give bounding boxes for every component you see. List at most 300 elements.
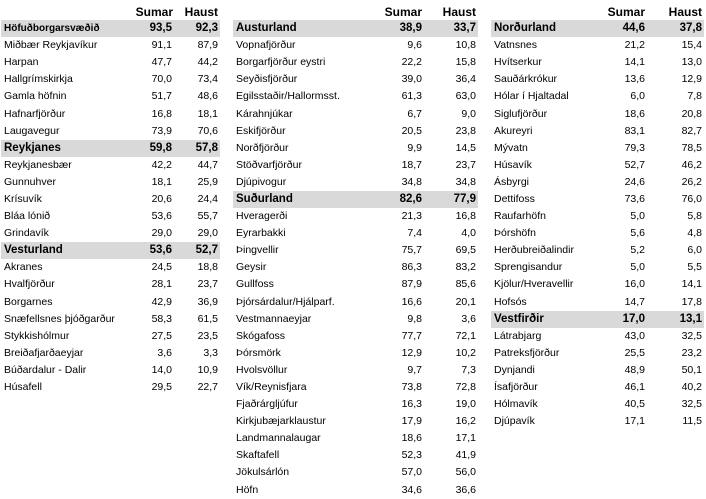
haust-value: 41,9 bbox=[455, 449, 476, 462]
haust-value: 77,9 bbox=[424, 191, 478, 208]
column-header-row bbox=[233, 3, 478, 20]
region-row bbox=[491, 20, 704, 37]
table-row bbox=[491, 71, 704, 88]
haust-value: 36,9 bbox=[197, 295, 218, 308]
haust-value: 37,8 bbox=[647, 20, 704, 37]
table-row bbox=[491, 208, 704, 225]
location-name: Eyrarbakki bbox=[236, 227, 286, 240]
haust-value: 63,0 bbox=[455, 90, 476, 103]
location-name: Austurland bbox=[233, 20, 371, 37]
table-row bbox=[1, 259, 220, 276]
location-name: Skógafoss bbox=[236, 329, 286, 342]
table-row bbox=[233, 447, 478, 464]
haust-value: 26,2 bbox=[681, 175, 702, 188]
column-header-row bbox=[1, 3, 220, 20]
haust-value: 70,6 bbox=[197, 124, 218, 137]
haust-value: 32,5 bbox=[681, 398, 702, 411]
table-row bbox=[491, 174, 704, 191]
haust-value: 23,7 bbox=[197, 278, 218, 291]
table-row bbox=[491, 276, 704, 293]
location-name: Herðubreiðalindir bbox=[494, 244, 574, 257]
location-name: Þórsmörk bbox=[236, 346, 281, 359]
haust-value: 16,8 bbox=[455, 210, 476, 223]
sumar-value: 25,5 bbox=[624, 346, 645, 359]
haust-value: 3,6 bbox=[461, 312, 476, 325]
sumar-value: 9,6 bbox=[407, 39, 422, 52]
haust-value: 14,5 bbox=[455, 141, 476, 154]
sumar-value: 22,2 bbox=[401, 56, 422, 69]
location-name: Vestfirðir bbox=[491, 311, 597, 328]
haust-value: 44,7 bbox=[197, 158, 218, 171]
table-row bbox=[233, 140, 478, 157]
haust-value: 33,7 bbox=[424, 20, 478, 37]
sumar-value: 79,3 bbox=[624, 141, 645, 154]
table-row bbox=[491, 294, 704, 311]
region-row bbox=[1, 140, 220, 157]
haust-value: 87,9 bbox=[197, 39, 218, 52]
location-name: Dettifoss bbox=[494, 192, 535, 205]
location-name: Dynjandi bbox=[494, 363, 535, 376]
sumar-value: 48,9 bbox=[624, 363, 645, 376]
table-row bbox=[491, 54, 704, 71]
sumar-value: 57,0 bbox=[401, 466, 422, 479]
haust-value: 23,7 bbox=[455, 158, 476, 171]
location-name: Vesturland bbox=[1, 242, 130, 259]
sumar-value: 29,0 bbox=[151, 227, 172, 240]
table-row bbox=[491, 225, 704, 242]
location-name: Þórshöfn bbox=[494, 227, 537, 240]
sumar-value: 21,3 bbox=[401, 210, 422, 223]
location-name: Gullfoss bbox=[236, 278, 274, 291]
location-name: Kjölur/Hveravellir bbox=[494, 278, 574, 291]
location-name: Þjórsárdalur/Hjálparf. bbox=[236, 295, 335, 308]
haust-value: 57,8 bbox=[174, 140, 220, 157]
haust-value: 85,6 bbox=[455, 278, 476, 291]
region-row bbox=[1, 242, 220, 259]
region-row bbox=[233, 20, 478, 37]
table-row bbox=[491, 191, 704, 208]
sumar-value: 73,8 bbox=[401, 381, 422, 394]
table-row bbox=[233, 482, 478, 499]
haust-value: 18,1 bbox=[197, 107, 218, 120]
sumar-value: 34,6 bbox=[401, 483, 422, 496]
haust-value: 61,5 bbox=[197, 312, 218, 325]
table-row bbox=[233, 225, 478, 242]
sumar-value: 61,3 bbox=[401, 90, 422, 103]
haust-value: 76,0 bbox=[681, 192, 702, 205]
table-row bbox=[491, 88, 704, 105]
table-row bbox=[233, 379, 478, 396]
header-sumar: Sumar bbox=[135, 5, 173, 19]
table-row bbox=[1, 71, 220, 88]
table-row bbox=[491, 379, 704, 396]
sumar-value: 16,3 bbox=[401, 398, 422, 411]
sumar-value: 16,0 bbox=[624, 278, 645, 291]
location-name: Bláa lónið bbox=[4, 210, 51, 223]
sumar-value: 28,1 bbox=[151, 278, 172, 291]
haust-value: 17,1 bbox=[455, 432, 476, 445]
sumar-value: 5,2 bbox=[630, 244, 645, 257]
table-row bbox=[491, 259, 704, 276]
table-row bbox=[1, 379, 220, 396]
haust-value: 22,7 bbox=[197, 381, 218, 394]
haust-value: 5,8 bbox=[687, 210, 702, 223]
table-row bbox=[1, 54, 220, 71]
location-name: Stöðvarfjörður bbox=[236, 158, 302, 171]
sumar-value: 47,7 bbox=[151, 56, 172, 69]
haust-value: 34,8 bbox=[455, 175, 476, 188]
location-name: Reykjanes bbox=[1, 140, 130, 157]
sumar-value: 86,3 bbox=[401, 261, 422, 274]
sumar-value: 83,1 bbox=[624, 124, 645, 137]
location-name: Siglufjörður bbox=[494, 107, 548, 120]
location-name: Húsavík bbox=[494, 158, 532, 171]
header-sumar: Sumar bbox=[384, 5, 422, 19]
table-row bbox=[233, 464, 478, 481]
sumar-value: 29,5 bbox=[151, 381, 172, 394]
sumar-value: 93,5 bbox=[130, 20, 174, 37]
haust-value: 18,8 bbox=[197, 261, 218, 274]
table-row bbox=[233, 311, 478, 328]
haust-value: 82,7 bbox=[681, 124, 702, 137]
sumar-value: 87,9 bbox=[401, 278, 422, 291]
haust-value: 3,3 bbox=[203, 346, 218, 359]
haust-value: 40,2 bbox=[681, 381, 702, 394]
haust-value: 36,6 bbox=[455, 483, 476, 496]
table-row bbox=[233, 88, 478, 105]
haust-value: 15,4 bbox=[681, 39, 702, 52]
region-row bbox=[233, 191, 478, 208]
table-row bbox=[1, 276, 220, 293]
sumar-value: 17,9 bbox=[401, 415, 422, 428]
haust-value: 14,1 bbox=[681, 278, 702, 291]
location-name: Miðbær Reykjavíkur bbox=[4, 39, 98, 52]
haust-value: 10,9 bbox=[197, 363, 218, 376]
table-row bbox=[233, 345, 478, 362]
data-table bbox=[1, 20, 220, 396]
sumar-value: 91,1 bbox=[151, 39, 172, 52]
sumar-value: 9,9 bbox=[407, 141, 422, 154]
haust-value: 72,8 bbox=[455, 381, 476, 394]
sumar-value: 53,6 bbox=[151, 210, 172, 223]
region-row bbox=[1, 20, 220, 37]
haust-value: 5,5 bbox=[687, 261, 702, 274]
sumar-value: 27,5 bbox=[151, 329, 172, 342]
table-row bbox=[233, 362, 478, 379]
location-name: Laugavegur bbox=[4, 124, 60, 137]
sumar-value: 18,7 bbox=[401, 158, 422, 171]
location-name: Hvalfjörður bbox=[4, 278, 55, 291]
table-row bbox=[491, 328, 704, 345]
sumar-value: 52,3 bbox=[401, 449, 422, 462]
sumar-value: 58,3 bbox=[151, 312, 172, 325]
sumar-value: 14,0 bbox=[151, 363, 172, 376]
haust-value: 46,2 bbox=[681, 158, 702, 171]
location-name: Vík/Reynisfjara bbox=[236, 381, 307, 394]
sumar-value: 5,6 bbox=[630, 227, 645, 240]
table-row bbox=[491, 157, 704, 174]
location-name: Hvolsvöllur bbox=[236, 363, 288, 376]
sumar-value: 24,5 bbox=[151, 261, 172, 274]
location-name: Ásbyrgi bbox=[494, 175, 530, 188]
table-row bbox=[491, 362, 704, 379]
location-name: Sauðárkrókur bbox=[494, 73, 558, 86]
table-row bbox=[233, 396, 478, 413]
haust-value: 23,2 bbox=[681, 346, 702, 359]
location-name: Hveragerði bbox=[236, 210, 288, 223]
sumar-value: 18,6 bbox=[624, 107, 645, 120]
haust-value: 16,2 bbox=[455, 415, 476, 428]
table-row bbox=[1, 311, 220, 328]
table-row bbox=[491, 37, 704, 54]
sumar-value: 34,8 bbox=[401, 175, 422, 188]
table-row bbox=[233, 37, 478, 54]
sumar-value: 6,0 bbox=[630, 90, 645, 103]
sumar-value: 75,7 bbox=[401, 244, 422, 257]
location-name: Borgarfjörður eystri bbox=[236, 56, 326, 69]
header-haust: Haust bbox=[442, 5, 476, 19]
haust-value: 7,3 bbox=[461, 363, 476, 376]
haust-value: 20,1 bbox=[455, 295, 476, 308]
haust-value: 25,9 bbox=[197, 175, 218, 188]
table-row bbox=[491, 242, 704, 259]
region-row bbox=[491, 311, 704, 328]
haust-value: 32,5 bbox=[681, 329, 702, 342]
sumar-value: 12,9 bbox=[401, 346, 422, 359]
header-sumar: Sumar bbox=[607, 5, 645, 19]
location-name: Reykjanesbær bbox=[4, 158, 72, 171]
sumar-value: 14,7 bbox=[624, 295, 645, 308]
table-row bbox=[491, 345, 704, 362]
location-name: Gunnuhver bbox=[4, 175, 56, 188]
sumar-value: 18,1 bbox=[151, 175, 172, 188]
location-name: Hvítserkur bbox=[494, 56, 542, 69]
location-name: Hofsós bbox=[494, 295, 527, 308]
table-row bbox=[1, 328, 220, 345]
location-name: Landmannalaugar bbox=[236, 432, 321, 445]
haust-value: 9,0 bbox=[461, 107, 476, 120]
table-row bbox=[1, 294, 220, 311]
location-name: Vopnafjörður bbox=[236, 39, 296, 52]
location-name: Gamla höfnin bbox=[4, 90, 67, 103]
haust-value: 55,7 bbox=[197, 210, 218, 223]
table-row bbox=[491, 123, 704, 140]
data-table bbox=[491, 20, 704, 430]
sumar-value: 53,6 bbox=[130, 242, 174, 259]
sumar-value: 40,5 bbox=[624, 398, 645, 411]
sumar-value: 7,4 bbox=[407, 227, 422, 240]
location-name: Látrabjarg bbox=[494, 329, 542, 342]
sumar-value: 16,6 bbox=[401, 295, 422, 308]
table-row bbox=[233, 328, 478, 345]
haust-value: 36,4 bbox=[455, 73, 476, 86]
sumar-value: 5,0 bbox=[630, 210, 645, 223]
sumar-value: 82,6 bbox=[371, 191, 424, 208]
sumar-value: 77,7 bbox=[401, 329, 422, 342]
table-row bbox=[233, 242, 478, 259]
location-name: Vestmannaeyjar bbox=[236, 312, 312, 325]
location-name: Höfuðborgarsvæðið bbox=[1, 20, 130, 37]
location-name: Krísuvík bbox=[4, 192, 42, 205]
table-row bbox=[1, 157, 220, 174]
location-name: Sprengisandur bbox=[494, 261, 563, 274]
location-name: Norðurland bbox=[491, 20, 597, 37]
location-name: Vatnsnes bbox=[494, 39, 537, 52]
sumar-value: 44,6 bbox=[597, 20, 647, 37]
table-row bbox=[233, 105, 478, 122]
location-name: Borgarnes bbox=[4, 295, 53, 308]
location-name: Patreksfjörður bbox=[494, 346, 560, 359]
haust-value: 7,8 bbox=[687, 90, 702, 103]
haust-value: 56,0 bbox=[455, 466, 476, 479]
sumar-value: 20,5 bbox=[401, 124, 422, 137]
location-name: Kárahnjúkar bbox=[236, 107, 293, 120]
table-row bbox=[233, 123, 478, 140]
table-row bbox=[1, 208, 220, 225]
table-row bbox=[233, 157, 478, 174]
sumar-value: 59,8 bbox=[130, 140, 174, 157]
location-name: Ísafjörður bbox=[494, 381, 538, 394]
haust-value: 4,0 bbox=[461, 227, 476, 240]
location-name: Mývatn bbox=[494, 141, 528, 154]
location-name: Húsafell bbox=[4, 381, 42, 394]
table-row bbox=[491, 140, 704, 157]
haust-value: 6,0 bbox=[687, 244, 702, 257]
location-name: Stykkishólmur bbox=[4, 329, 70, 342]
table-row bbox=[233, 413, 478, 430]
location-name: Jökulsárlón bbox=[236, 466, 290, 479]
table-row bbox=[233, 259, 478, 276]
location-name: Egilsstaðir/Hallormsst. bbox=[236, 90, 340, 103]
location-name: Þingvellir bbox=[236, 244, 279, 257]
table-row bbox=[491, 396, 704, 413]
sumar-value: 42,9 bbox=[151, 295, 172, 308]
table-row bbox=[491, 105, 704, 122]
haust-value: 19,0 bbox=[455, 398, 476, 411]
location-name: Hólar í Hjaltadal bbox=[494, 90, 569, 103]
location-name: Seyðisfjörður bbox=[236, 73, 298, 86]
sumar-value: 20,6 bbox=[151, 192, 172, 205]
location-name: Hólmavík bbox=[494, 398, 538, 411]
table-row bbox=[1, 362, 220, 379]
table-row bbox=[1, 174, 220, 191]
location-name: Harpan bbox=[4, 56, 39, 69]
table-row bbox=[233, 294, 478, 311]
table-hofudborg-reykjanes-vesturland bbox=[1, 3, 220, 396]
location-name: Raufarhöfn bbox=[494, 210, 546, 223]
sumar-value: 17,1 bbox=[624, 415, 645, 428]
table-row bbox=[233, 174, 478, 191]
location-name: Geysir bbox=[236, 261, 267, 274]
haust-value: 17,8 bbox=[681, 295, 702, 308]
location-name: Akureyri bbox=[494, 124, 533, 137]
table-row bbox=[233, 71, 478, 88]
location-name: Hallgrímskirkja bbox=[4, 73, 73, 86]
sumar-value: 9,8 bbox=[407, 312, 422, 325]
location-name: Kirkjubæjarklaustur bbox=[236, 415, 326, 428]
sumar-value: 42,2 bbox=[151, 158, 172, 171]
table-row bbox=[1, 191, 220, 208]
sumar-value: 16,8 bbox=[151, 107, 172, 120]
haust-value: 10,8 bbox=[455, 39, 476, 52]
haust-value: 50,1 bbox=[681, 363, 702, 376]
haust-value: 78,5 bbox=[681, 141, 702, 154]
sumar-value: 51,7 bbox=[151, 90, 172, 103]
table-austurland-sudurland bbox=[233, 3, 478, 499]
table-row bbox=[1, 88, 220, 105]
location-name: Grindavík bbox=[4, 227, 49, 240]
sumar-value: 5,0 bbox=[630, 261, 645, 274]
location-name: Djúpavík bbox=[494, 415, 535, 428]
haust-value: 13,0 bbox=[681, 56, 702, 69]
haust-value: 11,5 bbox=[682, 415, 702, 428]
sumar-value: 17,0 bbox=[597, 311, 647, 328]
table-row bbox=[233, 208, 478, 225]
table-row bbox=[1, 225, 220, 242]
haust-value: 44,2 bbox=[197, 56, 218, 69]
haust-value: 24,4 bbox=[197, 192, 218, 205]
sumar-value: 24,6 bbox=[624, 175, 645, 188]
data-table bbox=[233, 20, 478, 499]
location-name: Akranes bbox=[4, 261, 43, 274]
haust-value: 10,2 bbox=[455, 346, 476, 359]
haust-value: 83,2 bbox=[455, 261, 476, 274]
sumar-value: 38,9 bbox=[371, 20, 424, 37]
sumar-value: 3,6 bbox=[157, 346, 172, 359]
location-name: Búðardalur - Dalir bbox=[4, 363, 87, 376]
header-haust: Haust bbox=[668, 5, 702, 19]
location-name: Hafnarfjörður bbox=[4, 107, 66, 120]
haust-value: 12,9 bbox=[681, 73, 702, 86]
table-nordurland-vestfirdir bbox=[491, 3, 704, 430]
column-header-row bbox=[491, 3, 704, 20]
table-row bbox=[233, 430, 478, 447]
haust-value: 72,1 bbox=[455, 329, 476, 342]
table-row bbox=[1, 123, 220, 140]
location-name: Suðurland bbox=[233, 191, 371, 208]
sumar-value: 13,6 bbox=[624, 73, 645, 86]
haust-value: 29,0 bbox=[197, 227, 218, 240]
sumar-value: 46,1 bbox=[624, 381, 645, 394]
location-name: Breiðafjarðaeyjar bbox=[4, 346, 84, 359]
location-name: Skaftafell bbox=[236, 449, 280, 462]
location-name: Höfn bbox=[236, 483, 259, 496]
sumar-value: 21,2 bbox=[624, 39, 645, 52]
sumar-value: 43,0 bbox=[624, 329, 645, 342]
location-name: Snæfellsnes þjóðgarður bbox=[4, 312, 115, 325]
table-row bbox=[233, 276, 478, 293]
sumar-value: 6,7 bbox=[407, 107, 422, 120]
table-row bbox=[1, 105, 220, 122]
sumar-value: 73,9 bbox=[151, 124, 172, 137]
table-row bbox=[233, 54, 478, 71]
haust-value: 4,8 bbox=[687, 227, 702, 240]
haust-value: 92,3 bbox=[174, 20, 220, 37]
sumar-value: 70,0 bbox=[151, 73, 172, 86]
haust-value: 52,7 bbox=[174, 242, 220, 259]
haust-value: 20,8 bbox=[681, 107, 702, 120]
sumar-value: 52,7 bbox=[624, 158, 645, 171]
haust-value: 48,6 bbox=[197, 90, 218, 103]
haust-value: 69,5 bbox=[455, 244, 476, 257]
haust-value: 23,8 bbox=[455, 124, 476, 137]
table-row bbox=[1, 37, 220, 54]
table-row bbox=[491, 413, 704, 430]
location-name: Norðfjörður bbox=[236, 141, 289, 154]
location-name: Eskifjörður bbox=[236, 124, 286, 137]
haust-value: 15,8 bbox=[455, 56, 476, 69]
location-name: Djúpivogur bbox=[236, 175, 287, 188]
